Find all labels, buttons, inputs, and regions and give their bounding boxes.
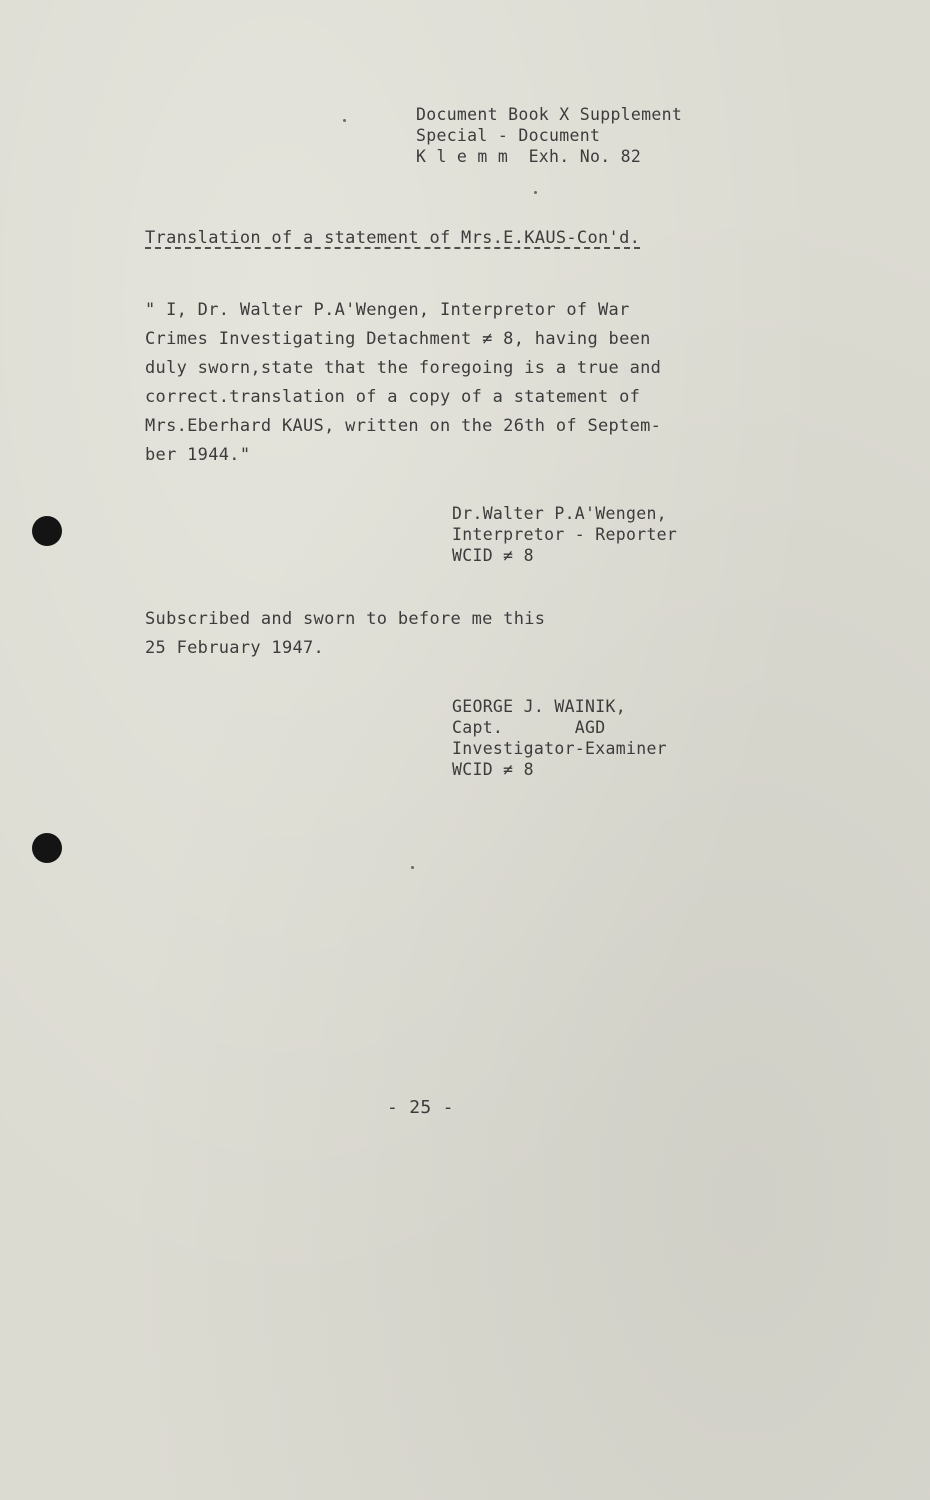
paper-speck (343, 119, 346, 122)
subscription-line: 25 February 1947. (145, 638, 325, 658)
statement-line: " I, Dr. Walter P.A'Wengen, Interpretor of War (145, 300, 630, 320)
paper-speck (411, 866, 414, 869)
interpreter-signature-block (452, 503, 677, 566)
document-title: Translation of a statement of Mrs.E.KAUS-Con'd. (145, 228, 641, 248)
signature-line: GEORGE J. WAINIK, (452, 697, 626, 716)
header-line: Document Book X Supplement (416, 105, 683, 124)
document-reference-header (416, 104, 682, 167)
translator-statement (145, 296, 661, 470)
statement-line: correct.translation of a copy of a statement of (145, 387, 641, 407)
statement-line: Mrs.Eberhard KAUS, written on the 26th of Septem- (145, 416, 662, 436)
statement-line: duly sworn,state that the foregoing is a true and (145, 358, 662, 378)
punch-hole (32, 833, 62, 863)
header-line: K l e m m Exh. No. 82 (416, 147, 642, 166)
statement-line: Crimes Investigating Detachment ≠ 8, having been (145, 329, 651, 349)
signature-line: Investigator-Examiner (452, 739, 667, 758)
examiner-signature-block (452, 696, 667, 780)
page-number: - 25 - (387, 1097, 454, 1118)
punch-hole (32, 516, 62, 546)
signature-line: Interpretor - Reporter (452, 525, 678, 544)
paper-speck (534, 191, 537, 194)
statement-line: ber 1944." (145, 445, 251, 465)
signature-line: WCID ≠ 8 (452, 546, 534, 565)
signature-line: Dr.Walter P.A'Wengen, (452, 504, 667, 523)
subscription-statement (145, 605, 545, 663)
subscription-line: Subscribed and sworn to before me this (145, 609, 546, 629)
signature-line: Capt. AGD (452, 718, 606, 737)
header-line: Special - Document (416, 126, 601, 145)
signature-line: WCID ≠ 8 (452, 760, 534, 779)
